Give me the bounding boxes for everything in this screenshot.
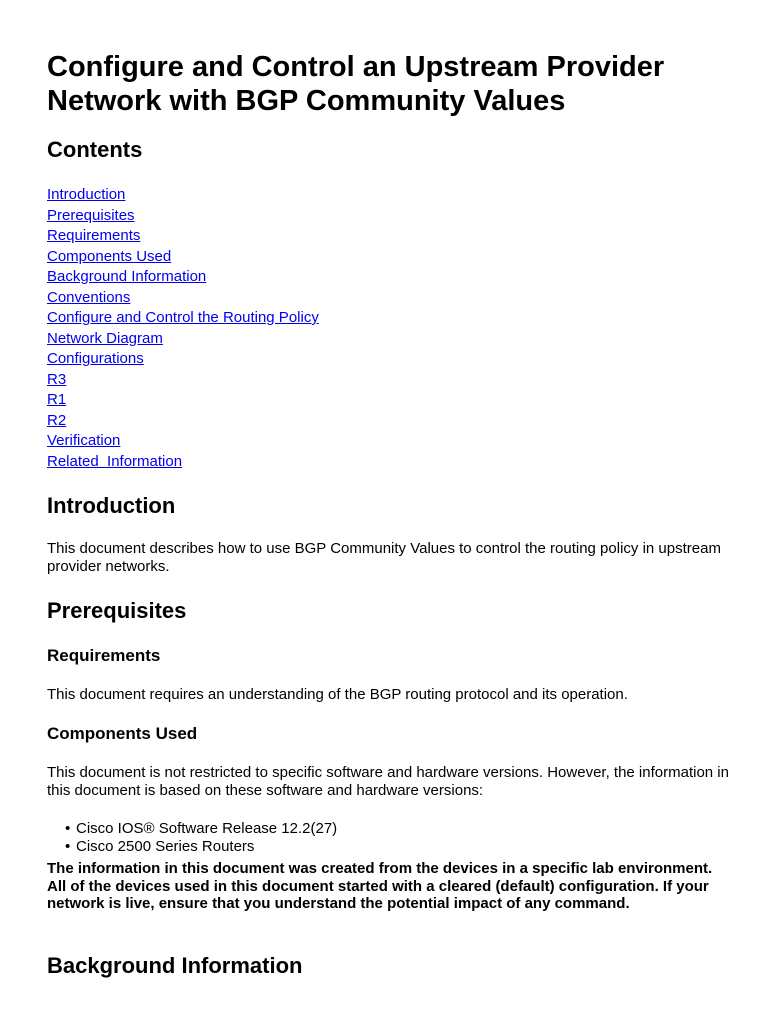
- document-title: Configure and Control an Upstream Provider Network with BGP Community Values: [47, 51, 665, 117]
- toc-item: [47, 431, 319, 452]
- toc-item: [47, 288, 319, 309]
- toc-item: [47, 247, 319, 268]
- bullet-icon: •: [65, 838, 71, 855]
- toc-link-configure-and-control[interactable]: Configure and Control the Routing Policy: [47, 309, 319, 326]
- introduction-text: This document describes how to use BGP Community Values to control the routing policy in upstream provider networks.: [47, 540, 721, 575]
- toc-item: [47, 185, 319, 206]
- toc-link-r3[interactable]: R3: [47, 370, 67, 388]
- prerequisites-heading: Prerequisites: [47, 598, 187, 623]
- list-item-text: Cisco 2500 Series Routers: [76, 838, 255, 855]
- toc-link-r1[interactable]: R1: [47, 391, 67, 408]
- introduction-heading: Introduction: [47, 493, 176, 518]
- toc-item: [47, 452, 319, 473]
- toc-item: [47, 370, 319, 391]
- toc-item: [47, 267, 319, 288]
- toc-link-verification[interactable]: Verification: [47, 432, 121, 449]
- toc-link-requirements[interactable]: Requirements: [47, 227, 141, 244]
- toc-link-introduction[interactable]: Introduction: [47, 186, 126, 203]
- toc-link-conventions[interactable]: Conventions: [47, 288, 131, 306]
- list-item: [65, 838, 337, 856]
- toc-item: [47, 411, 319, 432]
- components-used-heading: Components Used: [47, 724, 198, 743]
- components-used-text: This document is not restricted to specific software and hardware versions. However, the information in this document is based on these software and hardware versions:: [47, 764, 729, 799]
- toc-item: [47, 390, 319, 411]
- table-of-contents: [47, 185, 319, 472]
- requirements-text: This document requires an understanding of the BGP routing protocol and its operation.: [47, 686, 628, 703]
- toc-item: [47, 226, 319, 247]
- toc-item: [47, 349, 319, 370]
- toc-link-components-used[interactable]: Components Used: [47, 247, 172, 265]
- toc-link-prerequisites[interactable]: Prerequisites: [47, 206, 135, 224]
- contents-heading: Contents: [47, 137, 143, 162]
- bullet-icon: •: [65, 820, 71, 837]
- lab-environment-note: The information in this document was created from the devices in a specific lab environment. All of the devices used in this document started with a cleared (default) configuration. If your network is live, ensure that you understand the potential impact of any command.: [47, 860, 713, 912]
- list-item-text: Cisco IOS® Software Release 12.2(27): [76, 820, 338, 837]
- toc-item: [47, 329, 319, 350]
- toc-link-network-diagram[interactable]: Network Diagram: [47, 329, 163, 347]
- toc-item: [47, 206, 319, 227]
- toc-link-configurations[interactable]: Configurations: [47, 350, 144, 367]
- toc-link-background-information[interactable]: Background Information: [47, 268, 207, 285]
- requirements-heading: Requirements: [47, 646, 161, 665]
- toc-item: [47, 308, 319, 329]
- components-list: [65, 820, 337, 856]
- list-item: [65, 820, 337, 838]
- background-information-heading: Background Information: [47, 953, 303, 978]
- toc-link-r2[interactable]: R2: [47, 411, 67, 429]
- toc-link-related-information[interactable]: Related Information: [47, 452, 183, 470]
